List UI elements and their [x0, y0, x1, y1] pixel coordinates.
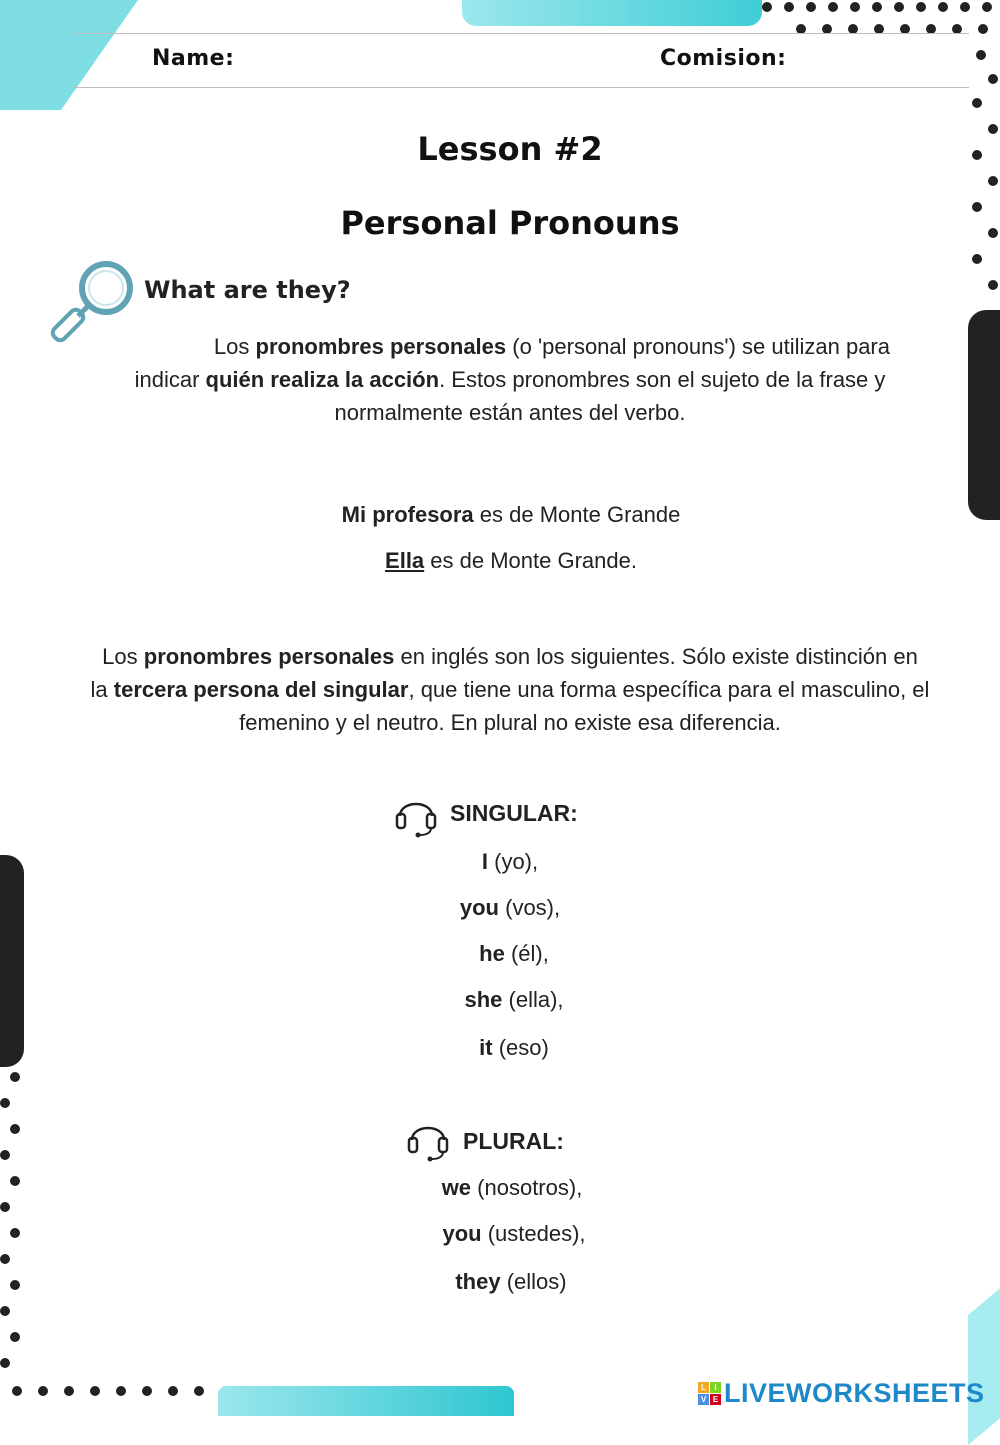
teal-bottom-right-decoration: [968, 1265, 1000, 1445]
comision-label: Comision:: [660, 46, 787, 71]
plural-item: they (ellos): [455, 1269, 567, 1294]
singular-heading: SINGULAR:: [450, 800, 578, 826]
singular-item: I (yo),: [481, 849, 539, 874]
lesson-title: Lesson #2: [417, 130, 603, 168]
example-sentence-2: Ella es de Monte Grande.: [385, 548, 637, 573]
singular-item: he (él),: [479, 941, 549, 966]
name-label: Name:: [152, 46, 235, 71]
teal-top-bar: [462, 0, 762, 26]
plural-heading: PLURAL:: [463, 1128, 564, 1154]
example-sentence-1: Mi profesora es de Monte Grande: [341, 502, 681, 527]
logo-mark-icon: L I V E: [698, 1382, 721, 1405]
topic-title: Personal Pronouns: [340, 204, 680, 242]
liveworksheets-logo: [698, 1378, 985, 1409]
intro-paragraph: Los pronombres personales (o 'personal pronouns') se utilizan para indicar quién realiza la acción. Estos pronombres son el sujeto de la frase y normalmente están antes del verbo.: [134, 334, 890, 425]
singular-item: you (vos),: [459, 895, 561, 920]
header-top-rule: [72, 33, 969, 34]
teal-corner-decoration: [0, 0, 159, 110]
plural-item: we (nosotros),: [441, 1175, 583, 1200]
headset-icon: [404, 1114, 452, 1162]
black-left-tab: [0, 855, 24, 1067]
what-heading: What are they?: [144, 276, 351, 304]
black-right-tab: [968, 310, 1000, 520]
plural-item: you (ustedes),: [442, 1221, 586, 1246]
header-bottom-rule: [72, 87, 969, 88]
logo-text: LIVEWORKSHEETS: [724, 1378, 985, 1408]
headset-icon: [392, 790, 440, 838]
singular-item: she (ella),: [464, 987, 564, 1012]
singular-item: it (eso): [479, 1035, 549, 1060]
teal-bottom-bar: [218, 1386, 514, 1416]
explanation-paragraph: Los pronombres personales en inglés son los siguientes. Sólo existe distinción en la tercera persona del singular, que tiene una forma específica para el masculino, el femenino y el neutro. En plural no existe esa diferencia.: [90, 644, 930, 735]
